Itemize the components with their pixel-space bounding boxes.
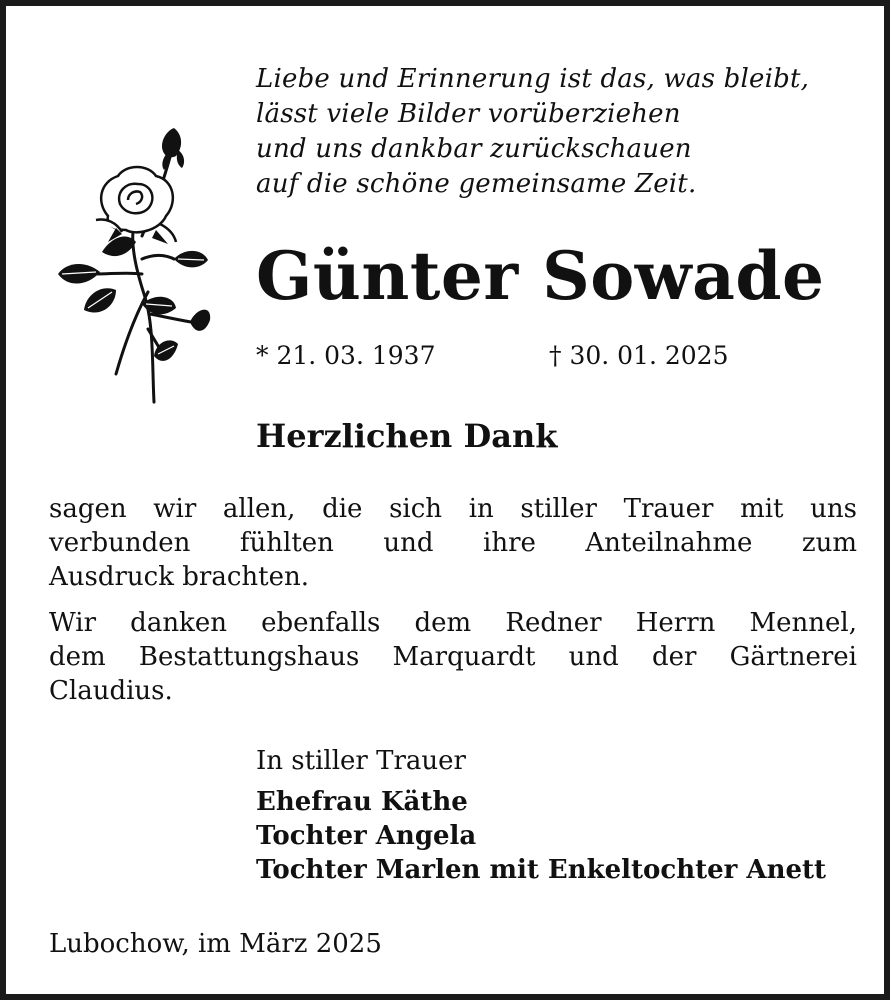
acknowledgement-paragraph — [49, 606, 857, 708]
deceased-name: Günter Sowade — [256, 237, 825, 315]
signer: Tochter Angela — [256, 821, 477, 851]
signer: Ehefrau Käthe — [256, 787, 468, 817]
paragraph-line: Claudius. — [49, 676, 173, 706]
memorial-poem — [256, 62, 866, 202]
paragraph-line: Wir danken ebenfalls dem Redner Herrn Mennel, — [49, 608, 857, 638]
poem-line: und uns dankbar zurückschauen — [256, 134, 692, 164]
place-date: Lubochow, im März 2025 — [49, 929, 382, 959]
poem-line: lässt viele Bilder vorüberziehen — [256, 99, 681, 129]
signer: Tochter Marlen mit Enkeltochter Anett — [256, 855, 827, 885]
signers-list — [256, 785, 826, 887]
thanks-paragraph — [49, 492, 857, 594]
thanks-heading: Herzlichen Dank — [256, 417, 558, 455]
mourning-intro: In stiller Trauer — [256, 746, 466, 776]
paragraph-line: sagen wir allen, die sich in stiller Trauer mit uns — [49, 494, 857, 524]
poem-line: Liebe und Erinnerung ist das, was bleibt, — [256, 64, 810, 94]
rose-icon — [56, 124, 211, 406]
paragraph-line: verbunden fühlten und ihre Anteilnahme zum — [49, 528, 857, 558]
poem-line: auf die schöne gemeinsame Zeit. — [256, 169, 697, 199]
paragraph-line: Ausdruck brachten. — [49, 562, 309, 592]
death-date: † 30. 01. 2025 — [549, 341, 729, 370]
birth-date: * 21. 03. 1937 — [256, 341, 436, 370]
paragraph-line: dem Bestattungshaus Marquardt und der Gärtnerei — [49, 642, 857, 672]
